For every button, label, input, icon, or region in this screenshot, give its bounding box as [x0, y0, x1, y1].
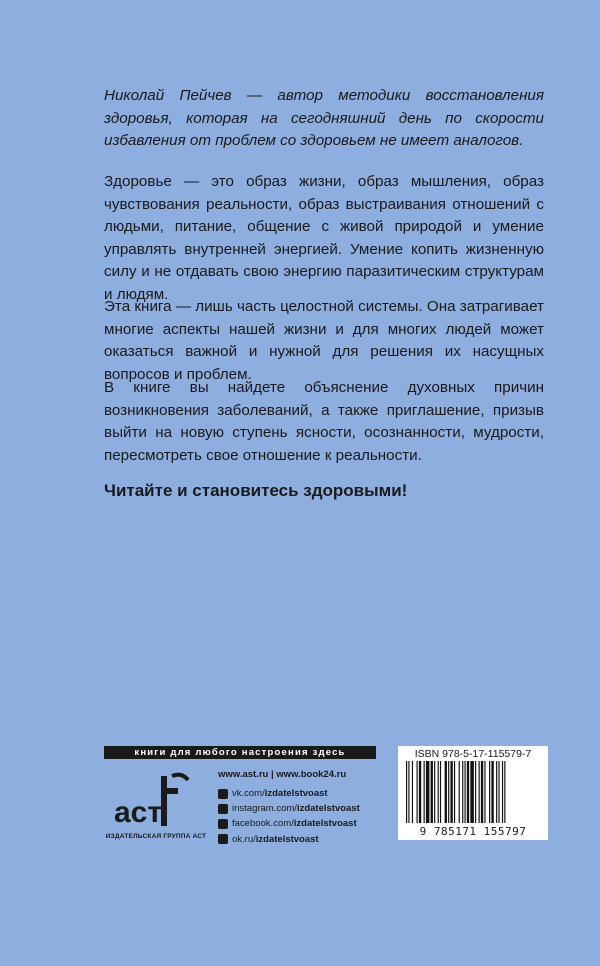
vk-icon	[218, 789, 228, 799]
tagline: Читайте и становитесь здоровыми!	[104, 481, 408, 500]
social-handle: izdatelstvoast	[293, 818, 357, 830]
instagram-icon	[218, 804, 228, 814]
social-prefix: facebook.com/	[232, 818, 294, 830]
isbn-label: ISBN 978-5-17-115579-7	[414, 748, 532, 760]
social-link-vk[interactable]	[218, 786, 360, 801]
publisher-name: ИЗДАТЕЛЬСКАЯ ГРУППА АСТ	[105, 833, 207, 840]
series-bar: книги для любого настроения здесь	[104, 746, 376, 759]
social-handle: izdatelstvoast	[255, 833, 319, 845]
paragraph-3: В книге вы найдете объяснение духовных причин возникновения заболеваний, а также приглашение, призыв выйти на новую ступень ясности, осознанности, мудрости, пересмотреть свое отношение к реальности.	[104, 379, 544, 464]
social-link-ok[interactable]	[218, 832, 360, 847]
ok-icon	[218, 834, 228, 844]
logo-text: аст	[114, 796, 163, 829]
social-prefix: instagram.com/	[232, 803, 297, 815]
social-link-instagram[interactable]	[218, 801, 360, 816]
paragraph-1: Здоровье — это образ жизни, образ мышления, образ чувствования реальности, образ выстраивания отношений с людьми, питание, общение с живой природой и умение управлять внутренней энергией. Умение копить жизненную силу и не отдавать свою энергию паразитическим структурам и людям.	[104, 173, 544, 303]
author-intro: Николай Пейчев — автор методики восстановления здоровья, которая на сегодняшний день по скорости избавления от проблем со здоровьем не имеет аналогов.	[104, 87, 544, 149]
paragraph-2: Эта книга — лишь часть целостной системы. Она затрагивает многие аспекты нашей жизни и для многих людей может оказаться важной и нужной для решения их насущных вопросов и проблем.	[104, 298, 544, 383]
social-handle: izdatelstvoast	[296, 803, 360, 815]
barcode-number: 9 785171 155797	[419, 825, 527, 838]
facebook-icon	[218, 819, 228, 829]
social-prefix: ok.ru/	[232, 833, 256, 845]
barcode-box	[398, 746, 548, 840]
ast-logo	[112, 770, 192, 830]
social-handle: izdatelstvoast	[264, 788, 328, 799]
social-link-facebook[interactable]	[218, 816, 360, 831]
barcode-icon	[404, 761, 542, 825]
social-links	[218, 786, 360, 847]
social-prefix: vk.com/	[232, 788, 265, 799]
publisher-sites[interactable]: www.ast.ru | www.book24.ru	[218, 769, 347, 780]
